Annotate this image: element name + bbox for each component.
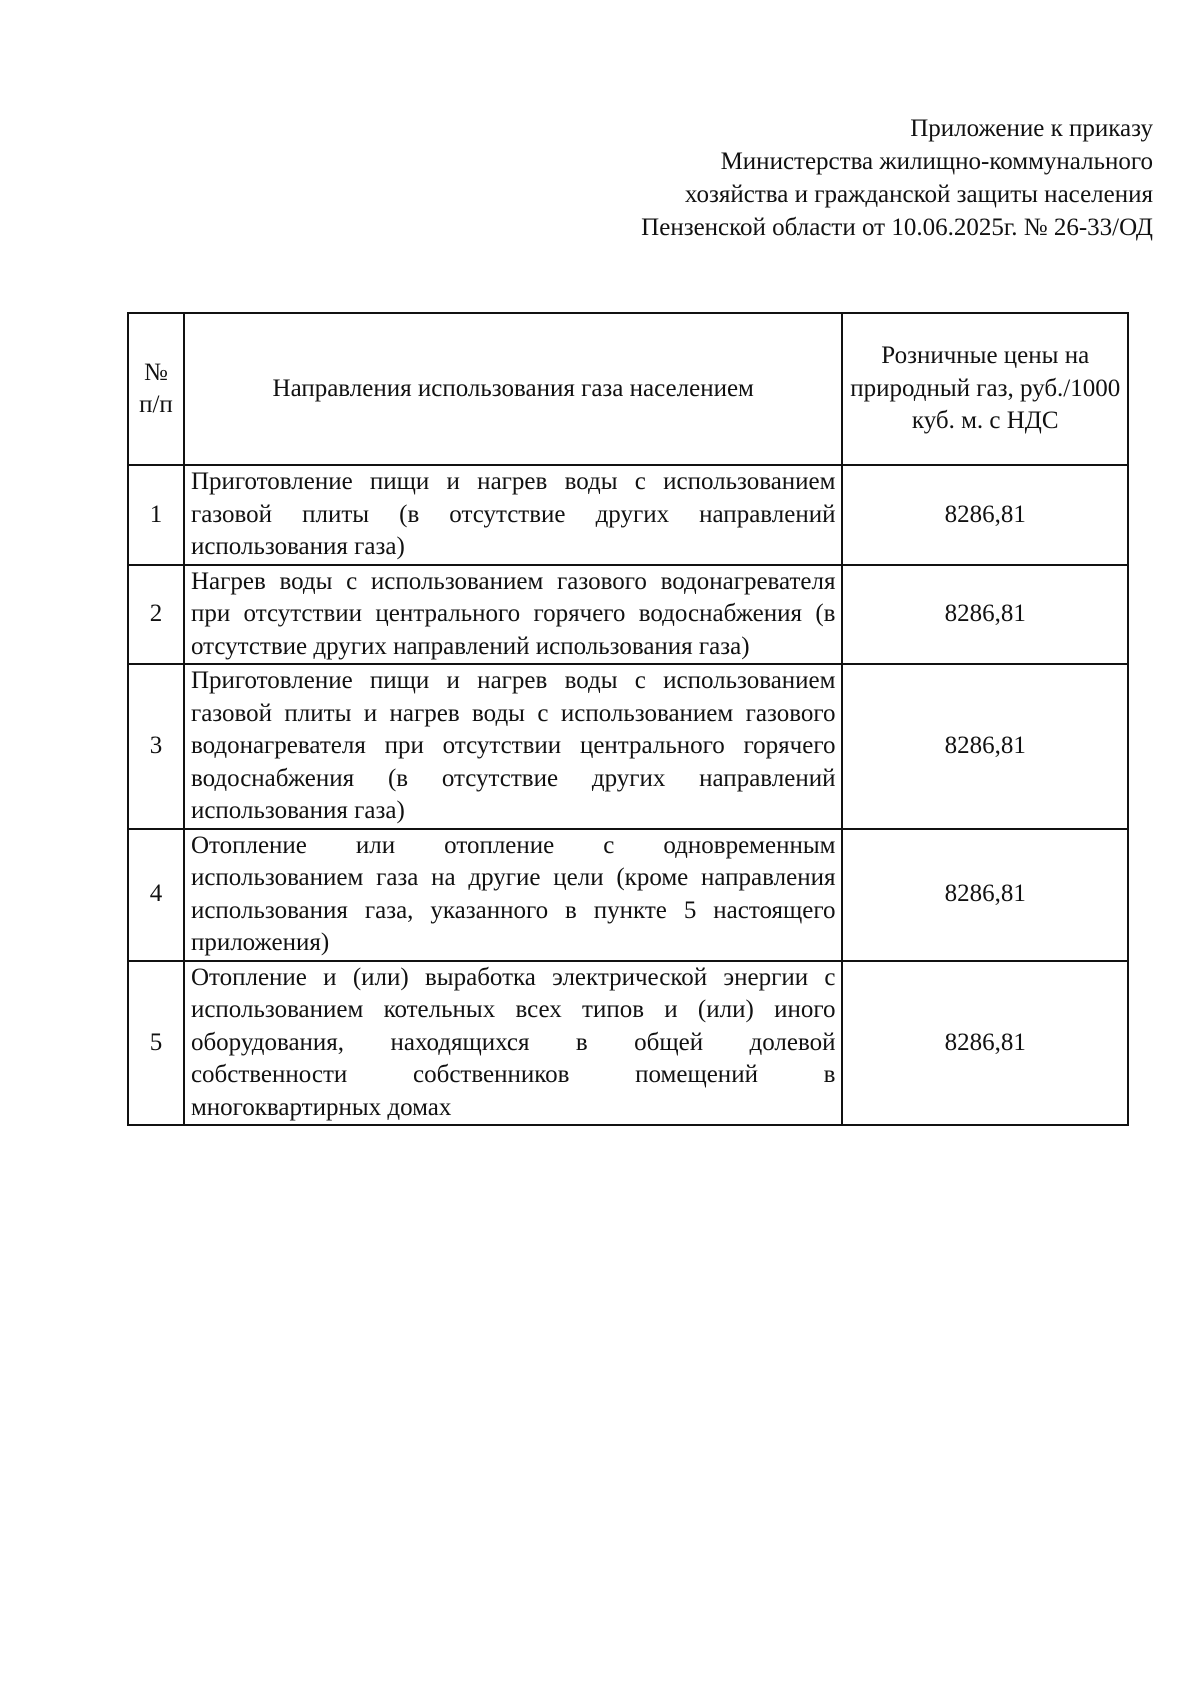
header-line-1: Приложение к приказу — [910, 115, 1153, 142]
row-price: 8286,81 — [842, 829, 1128, 961]
gas-prices-table — [127, 312, 1129, 1126]
table-row — [128, 961, 1128, 1126]
appendix-header — [453, 112, 1153, 244]
row-number: 3 — [128, 664, 184, 829]
row-number: 4 — [128, 829, 184, 961]
header-number-pp: п/п — [139, 391, 173, 418]
table-row — [128, 829, 1128, 961]
table-row — [128, 664, 1128, 829]
row-number: 5 — [128, 961, 184, 1126]
header-direction: Направления использования газа населением — [184, 313, 843, 465]
table-row — [128, 465, 1128, 565]
row-number: 2 — [128, 565, 184, 665]
row-direction: Приготовление пищи и нагрев воды с использованием газовой плиты (в отсутствие других направлений использования газа) — [184, 465, 843, 565]
row-price: 8286,81 — [842, 465, 1128, 565]
header-line-3: хозяйства и гражданской защиты населения — [684, 181, 1153, 208]
header-price: Розничные цены на природный газ, руб./1000 куб. м. с НДС — [842, 313, 1128, 465]
header-number-sign: № — [144, 358, 168, 386]
row-direction: Приготовление пищи и нагрев воды с использованием газовой плиты и нагрев воды с использованием газового водонагревателя при отсутствии центрального горячего водоснабжения (в отсутствие других направлений использования газа) — [184, 664, 843, 829]
row-direction: Отопление и (или) выработка электрической энергии с использованием котельных всех типов и (или) иного оборудования, находящихся в общей долевой собственности собственников помещений в многоквартирных домах — [184, 961, 843, 1126]
header-number — [128, 313, 184, 465]
row-direction: Отопление или отопление с одновременным использованием газа на другие цели (кроме направления использования газа, указанного в пункте 5 настоящего приложения) — [184, 829, 843, 961]
row-price: 8286,81 — [842, 664, 1128, 829]
header-line-4: Пензенской области от 10.06.2025г. № 26-33/ОД — [641, 214, 1153, 241]
header-line-2: Министерства жилищно-коммунального — [720, 148, 1153, 175]
row-price: 8286,81 — [842, 961, 1128, 1126]
row-direction: Нагрев воды с использованием газового водонагревателя при отсутствии центрального горячего водоснабжения (в отсутствие других направлений использования газа) — [184, 565, 843, 665]
row-number: 1 — [128, 465, 184, 565]
table-header-row — [128, 313, 1128, 465]
row-price: 8286,81 — [842, 565, 1128, 665]
table-row — [128, 565, 1128, 665]
